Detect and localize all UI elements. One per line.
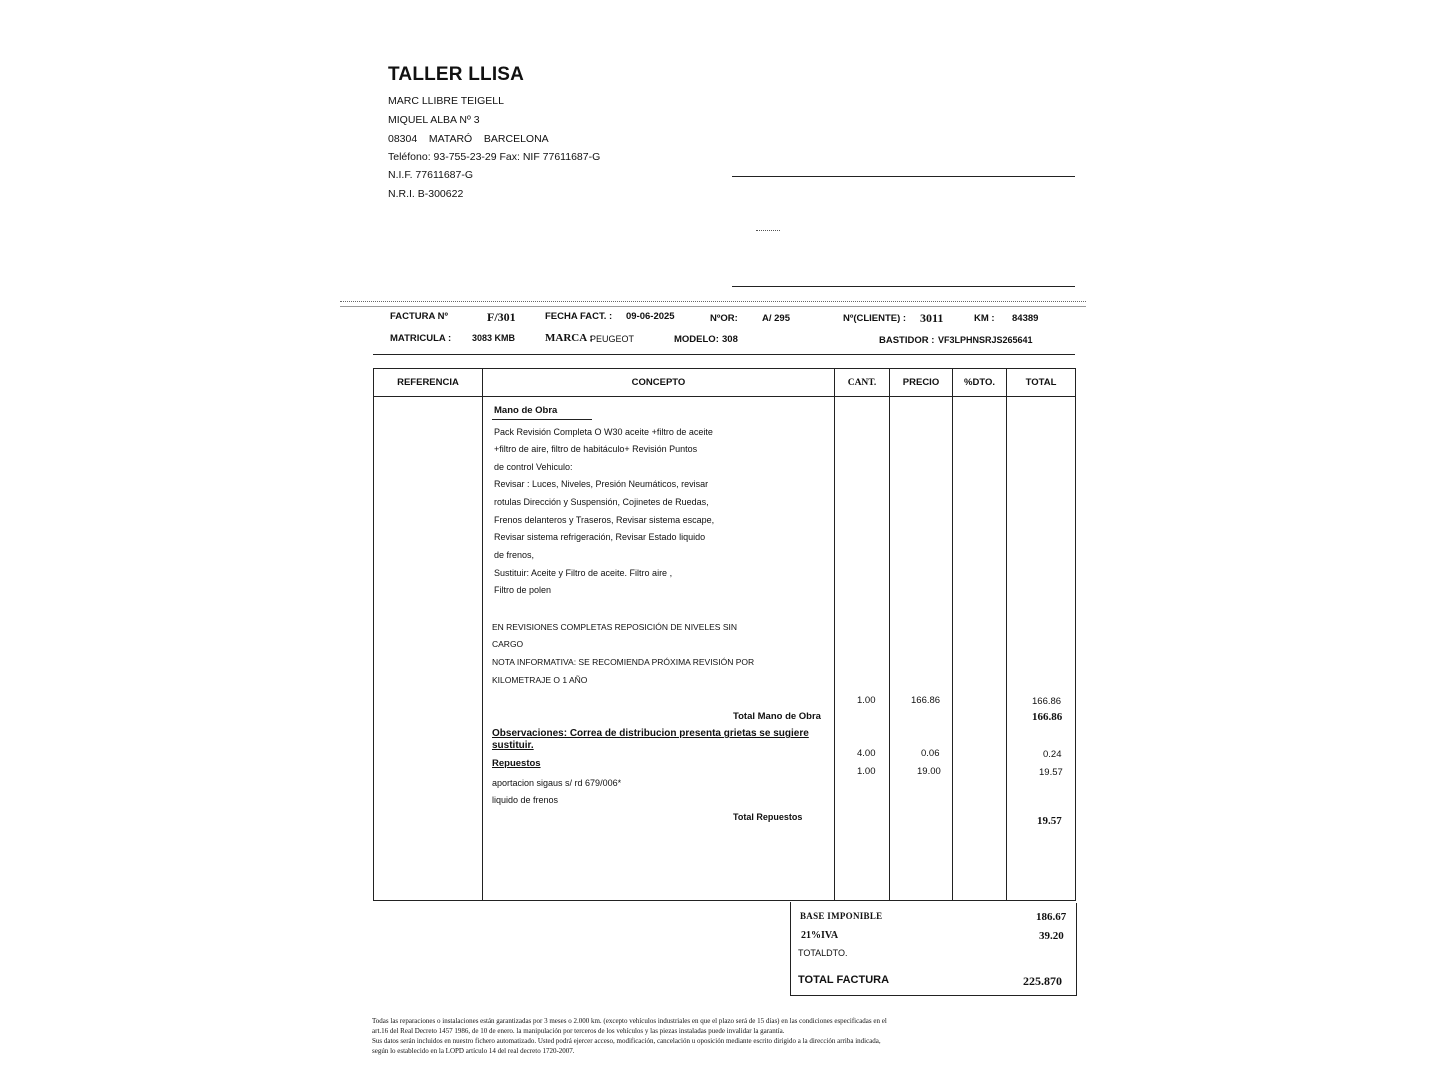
observaciones-line: Observaciones: Correa de distribucion presenta grietas se sugiere [492, 728, 809, 739]
factura-value: F/301 [487, 310, 516, 324]
labor-desc-line: de frenos, [494, 550, 535, 560]
labor-total-label: Total Mano de Obra [733, 711, 821, 722]
part-precio: 19.00 [917, 766, 941, 777]
body-referencia [374, 397, 483, 901]
col-concepto: CONCEPTO [483, 369, 835, 397]
labor-desc-line: Pack Revisión Completa O W30 aceite +filtro de aceite [494, 427, 713, 437]
header-separator [340, 301, 1086, 307]
labor-desc-line: +filtro de aire, filtro de habitáculo+ Revisión Puntos [494, 444, 698, 454]
header-bottom-line [373, 354, 1075, 355]
iva-value: 39.20 [1039, 930, 1064, 942]
labor-desc-line: Frenos delanteros y Traseros, Revisar sistema escape, [494, 515, 715, 525]
labor-total-value: 166.86 [1032, 711, 1063, 723]
col-total: TOTAL [1007, 369, 1076, 397]
labor-note-line: CARGO [492, 639, 524, 649]
col-cant: CANT. [835, 369, 890, 397]
client-mark [756, 230, 780, 231]
shop-city: 08304 MATARÓ BARCELONA [388, 133, 549, 145]
footer-line: art.16 del Real Decreto 1457 1986, de 10 de enero. la manipulación por terceros de los vehículos y las piezas instaladas puede invalidar la garantía. [372, 1027, 785, 1035]
iva-label: 21%IVA [801, 930, 839, 941]
matricula-label: MATRICULA : [390, 333, 452, 344]
matricula-value: 3083 KMB [472, 333, 516, 343]
labor-desc-line: Revisar sistema refrigeración, Revisar Estado liquido [494, 532, 706, 542]
labor-total: 166.86 [1032, 696, 1062, 707]
modelo-label: MODELO: [674, 334, 719, 345]
fecha-value: 09-06-2025 [626, 311, 675, 322]
labor-note-line: KILOMETRAJE O 1 AÑO [492, 675, 588, 685]
km-label: KM : [974, 313, 995, 324]
labor-precio: 166.86 [911, 695, 941, 706]
marca-label: MARCA : [545, 332, 593, 344]
part-concept: liquido de frenos [492, 795, 559, 805]
total-factura-label: TOTAL FACTURA [798, 974, 890, 986]
part-concept: aportacion sigaus s/ rd 679/006* [492, 778, 622, 788]
shop-nri: N.R.I. B-300622 [388, 188, 464, 200]
total-factura-value: 225.870 [1023, 974, 1062, 988]
labor-desc-line: Sustituir: Aceite y Filtro de aceite. Filtro aire , [494, 568, 673, 578]
col-dto: %DTO. [953, 369, 1007, 397]
cliente-value: 3011 [920, 311, 944, 325]
shop-name: TALLER LLISA [388, 64, 525, 85]
labor-note-line: NOTA INFORMATIVA: SE RECOMIENDA PRÓXIMA REVISIÓN POR [492, 657, 755, 667]
base-value: 186.67 [1036, 911, 1067, 923]
shop-owner: MARC LLIBRE TEIGELL [388, 95, 504, 107]
cliente-label: Nº(CLIENTE) : [843, 313, 907, 324]
footer-line: Sus datos serán incluidos en nuestro fichero automatizado. Usted podrá ejercer acceso, modificación, cancelación u oposición mediante escrito dirigido a la dirección arriba indicada, [372, 1037, 881, 1045]
bastidor-value: VF3LPHNSRJS265641 [938, 335, 1033, 345]
parts-total-label: Total Repuestos [733, 812, 803, 822]
labor-desc-line: de control Vehiculo: [494, 462, 573, 472]
labor-cant: 1.00 [857, 695, 876, 706]
base-label: BASE IMPONIBLE [800, 911, 883, 921]
shop-address: MIQUEL ALBA Nº 3 [388, 114, 480, 126]
factura-label: FACTURA Nº [390, 311, 449, 322]
modelo-value: 308 [722, 334, 738, 345]
body-cant [835, 397, 890, 901]
client-line-top [732, 176, 1075, 177]
client-line-bottom [732, 286, 1075, 287]
labor-title-underline [492, 419, 592, 420]
part-total: 19.57 [1039, 767, 1063, 778]
labor-note-line: EN REVISIONES COMPLETAS REPOSICIÓN DE NIVELES SIN [492, 622, 737, 632]
part-precio: 0.06 [921, 748, 940, 759]
part-total: 0.24 [1043, 749, 1062, 760]
dto-label: TOTALDTO. [798, 948, 848, 958]
labor-desc-line: rotulas Dirección y Suspensión, Cojinetes de Ruedas, [494, 497, 709, 507]
bastidor-label: BASTIDOR : [879, 335, 935, 346]
part-cant: 4.00 [857, 748, 876, 759]
body-precio [890, 397, 953, 901]
footer-line: Todas las reparaciones o instalaciones están garantizadas por 3 meses o 2.000 km. (excepto vehículos industriales en que el plazo será de 15 días) en las condiciones especificadas en el [372, 1017, 887, 1025]
footer-legal [372, 1016, 1062, 1056]
labor-title: Mano de Obra [494, 405, 558, 416]
shop-phone: Teléfono: 93-755-23-29 Fax: NIF 77611687-G [388, 151, 601, 163]
nor-value: A/ 295 [762, 313, 790, 324]
col-referencia: REFERENCIA [374, 369, 483, 397]
labor-desc-line: Filtro de polen [494, 585, 552, 595]
marca-value: PEUGEOT [590, 334, 635, 344]
body-dto [953, 397, 1007, 901]
parts-total-value: 19.57 [1037, 815, 1062, 827]
part-cant: 1.00 [857, 766, 876, 777]
km-value: 84389 [1012, 313, 1039, 324]
fecha-label: FECHA FACT. : [545, 311, 613, 322]
observaciones-line: sustituir. [492, 740, 534, 751]
col-precio: PRECIO [890, 369, 953, 397]
labor-desc-line: Revisar : Luces, Niveles, Presión Neumáticos, revisar [494, 479, 709, 489]
nor-label: NºOR: [710, 313, 738, 324]
parts-title: Repuestos [492, 758, 541, 769]
shop-nif: N.I.F. 77611687-G [388, 169, 474, 181]
footer-line: según lo establecido en la LOPD artículo 14 del real decreto 1720-2007. [372, 1047, 575, 1055]
